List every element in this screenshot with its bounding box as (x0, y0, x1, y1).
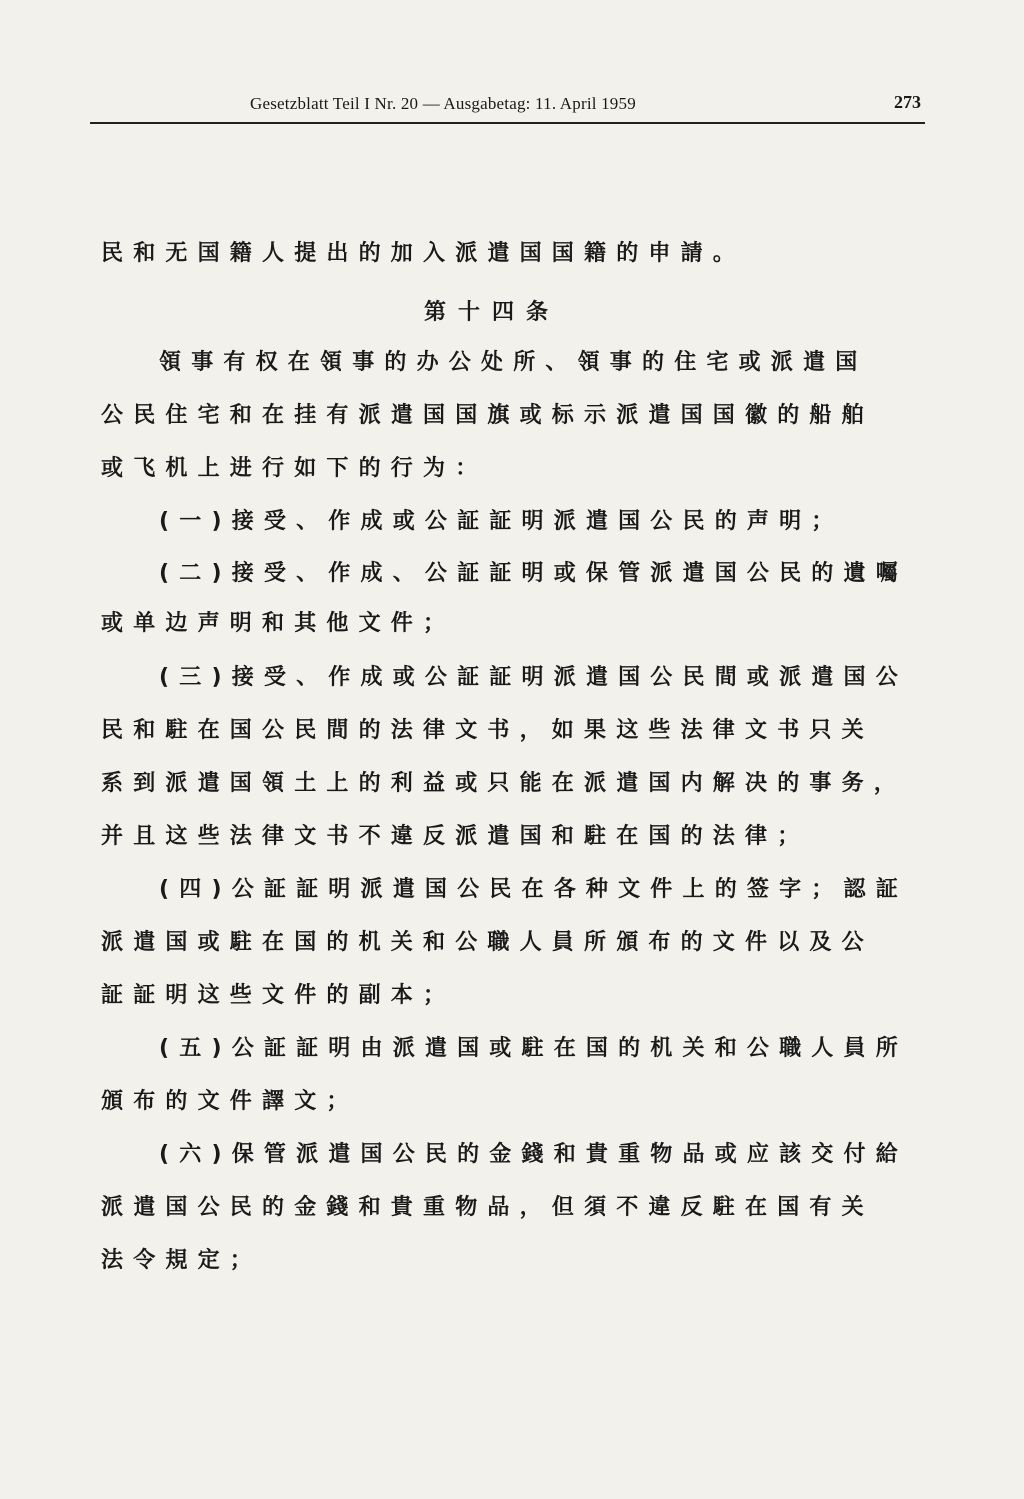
list-item: (六)保管派遣国公民的金錢和貴重物品或应該交付給 (159, 1142, 908, 1167)
list-item: (一)接受、作成或公証証明派遣国公民的声明； (159, 509, 844, 534)
text-line: 公民住宅和在挂有派遣国国旗或标示派遣国国徽的船舶 (101, 403, 874, 428)
text-line: 領事有权在領事的办公处所、領事的住宅或派遣国 (159, 350, 868, 375)
text-line: 或单边声明和其他文件； (101, 611, 456, 636)
text-line: 系到派遣国領土上的利益或只能在派遣国内解决的事务， (101, 771, 907, 796)
page-number: 273 (894, 92, 921, 112)
text-line: 或飞机上进行如下的行为： (101, 456, 488, 481)
text-line: 派遣国公民的金錢和貴重物品，但須不違反駐在国有关 (101, 1195, 874, 1220)
list-item: (五)公証証明由派遣国或駐在国的机关和公職人員所 (159, 1036, 908, 1061)
text-line: 并且这些法律文书不違反派遣国和駐在国的法律； (101, 824, 810, 849)
list-item: (四)公証証明派遣国公民在各种文件上的签字；認証 (159, 877, 908, 902)
text-line: 証証明这些文件的副本； (101, 983, 456, 1008)
text-line: 民和駐在国公民間的法律文书，如果这些法律文书只关 (101, 718, 874, 743)
text-line: 民和无国籍人提出的加入派遣国国籍的申請。 (101, 241, 746, 266)
page-header (90, 88, 925, 124)
text-line: 派遣国或駐在国的机关和公職人員所頒布的文件以及公 (101, 930, 874, 955)
list-item: (二)接受、作成、公証証明或保管派遣国公民的遺囑 (159, 561, 908, 586)
list-item: (三)接受、作成或公証証明派遣国公民間或派遣国公 (159, 665, 908, 690)
header-title: Gesetzblatt Teil I Nr. 20 — Ausgabetag: 11. April 1959 (250, 94, 636, 113)
text-line: 法令規定； (101, 1248, 263, 1273)
article-heading: 第十四条 (424, 300, 561, 325)
text-line: 頒布的文件譯文； (101, 1089, 359, 1114)
